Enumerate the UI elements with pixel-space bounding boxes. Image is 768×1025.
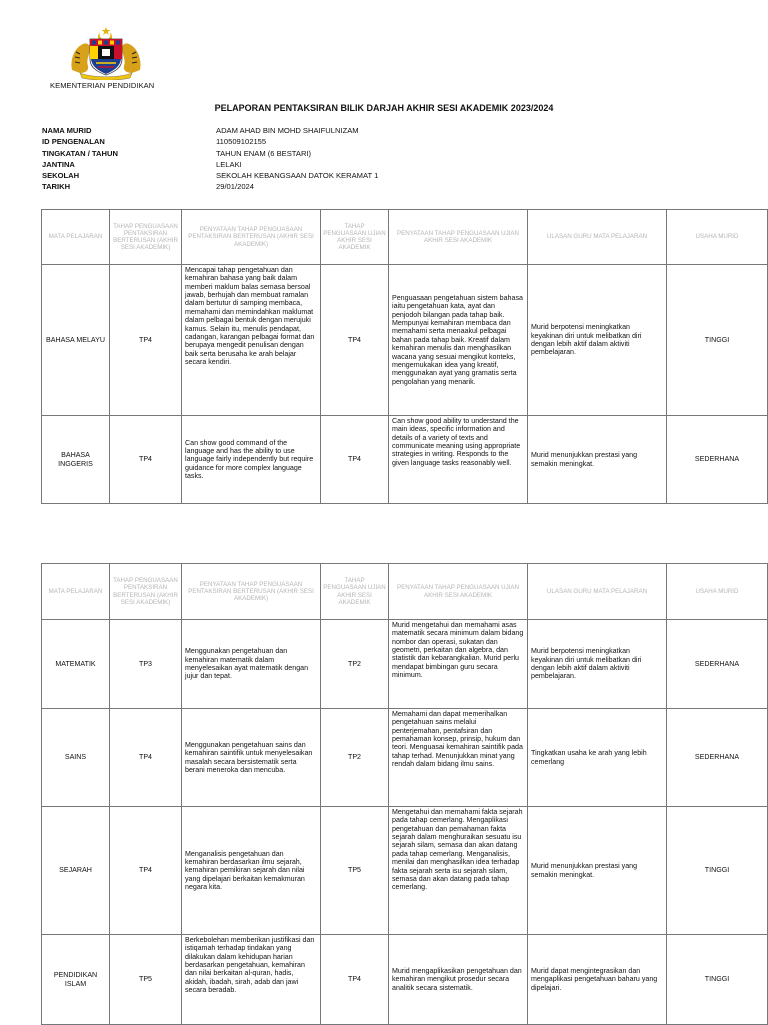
usaha-cell: TINGGI [667,265,768,416]
subject-cell: PENDIDIKAN ISLAM [42,935,110,1025]
subject-cell: SAINS [42,709,110,807]
info-label: NAMA MURID [42,126,92,135]
tp-ujian-cell: TP4 [321,265,389,416]
info-row-class [42,148,378,159]
subject-cell: BAHASA INGGERIS [42,416,110,504]
info-value: LELAKI [216,159,242,169]
desc-ujian-cell: Penguasaan pengetahuan sistem bahasa iaitu pengetahuan kata, ayat dan penjodoh bilangan pada tahap baik. Mempunyai kemahiran membaca dan memahami serta menaakul pelbagai bahan pada tahap baik. Kreatif dalam kemahiran menulis dan menghasilkan wacana yang sesuai mengikut konteks, mengemukakan idea yang kreatif, menggunakan ayat yang gramatis serta pengolahan yang menarik. [389,265,528,416]
info-value: SEKOLAH KEBANGSAAN DATOK KERAMAT 1 [216,171,379,181]
info-row-date [42,181,378,192]
info-label: SEKOLAH [42,171,80,181]
ulasan-cell: Murid dapat mengintegrasikan dan mengaplikasi pengetahuan baharu yang dipelajari. [528,935,667,1025]
report-title: PELAPORAN PENTAKSIRAN BILIK DARJAH AKHIR SESI AKADEMIK 2023/2024 [214,103,554,113]
info-label: JANTINA [42,159,75,169]
student-info [42,125,378,193]
usaha-cell: SEDERHANA [667,709,768,807]
tp-pb-cell: TP4 [110,416,182,504]
assessment-table-2 [41,563,768,1025]
ulasan-cell: Murid menunjukkan prestasi yang semakin meningkat. [528,416,667,504]
col-header-desc-ujian: PENYATAAN TAHAP PENGUASAAN UJIAN AKHIR SESI AKADEMIK [389,564,528,620]
info-label: TARIKH [42,182,71,192]
ulasan-cell: Murid berpotensi meningkatkan keyakinan diri untuk melibatkan diri dengan lebih aktif dalam aktiviti pembelajaran. [528,620,667,709]
col-header-ulasan: ULASAN GURU MATA PELAJARAN [528,564,667,620]
info-value: TAHUN ENAM (6 BESTARI) [216,148,312,158]
info-value: 110509102155 [216,137,267,147]
table-header-row [42,564,768,620]
ulasan-cell: Murid berpotensi meningkatkan keyakinan diri untuk melibatkan diri dengan lebih aktif dalam aktiviti pembelajaran. [528,265,667,416]
ulasan-cell: Murid menunjukkan prestasi yang semakin meningkat. [528,807,667,935]
info-label: ID PENGENALAN [42,137,105,147]
col-header-usaha: USAHA MURID [667,564,768,620]
table-header-row [42,210,768,265]
desc-pb-cell: Menggunakan pengetahuan dan kemahiran matematik dalam menyelesaikan ayat matematik dengan jujur dan tepat. [182,620,321,709]
desc-pb-cell: Mencapai tahap pengetahuan dan kemahiran bahasa yang baik dalam memberi maklum balas semasa bersoal jawab, berhujah dan membuat ramalan dalam bertutur di samping membaca, memahami dan memindahkan maklumat dalam pelbagai bentuk dengan merujuki kamus. Selain itu, menulis pendapat, cadangan, karangan pelbagai format dan berupaya mengedit penulisan dengan baik serta berusaha ke arah belajar secara kendiri. [182,265,321,416]
usaha-cell: SEDERHANA [667,620,768,709]
col-header-subject: MATA PELAJARAN [42,210,110,265]
tp-pb-cell: TP4 [110,709,182,807]
col-header-tp-pb: TAHAP PENGUASAAN PENTAKSIRAN BERTERUSAN (AKHIR SESI AKADEMIK) [110,564,182,620]
desc-ujian-cell: Murid mengetahui dan memahami asas matematik secara minimum dalam bidang nombor dan operasi, sukatan dan geometri, perkaitan dan algebra, dan statistik dan kebarangkalian. Murid perlu mendapat bimbingan guru secara minimum. [389,620,528,709]
info-value: 29/01/2024 [216,182,255,192]
table-row [42,265,768,416]
tp-pb-cell: TP4 [110,265,182,416]
info-row-name [42,125,378,136]
tp-pb-cell: TP5 [110,935,182,1025]
usaha-cell: TINGGI [667,807,768,935]
tp-ujian-cell: TP5 [321,807,389,935]
assessment-table-1 [41,209,768,504]
desc-pb-cell: Menganalisis pengetahuan dan kemahiran berdasarkan ilmu sejarah, kemahiran pemikiran sejarah dan nilai yang dipelajari berkaitan kemakmuran negara kita. [182,807,321,935]
subject-cell: BAHASA MELAYU [42,265,110,416]
ministry-label: KEMENTERIAN PENDIDIKAN [50,81,155,90]
tp-pb-cell: TP3 [110,620,182,709]
table-row [42,935,768,1025]
tp-ujian-cell: TP4 [321,416,389,504]
coat-of-arms-logo [66,26,146,80]
desc-pb-cell: Berkebolehan memberikan justifikasi dan istiqamah terhadap tindakan yang dilakukan dalam kehidupan harian berdasarkan pengetahuan, kemahiran dan nilai berkaitan al-quran, hadis, akidah, ibadah, sirah, adab dan jawi secara beradab. [182,935,321,1025]
desc-ujian-cell: Can show good ability to understand the main ideas, specific information and details of a variety of texts and communicate meaning using appropriate strategies in writing. Responds to the given language tasks reasonably well. [389,416,528,504]
usaha-cell: SEDERHANA [667,416,768,504]
subject-cell: MATEMATIK [42,620,110,709]
col-header-tp-pb: TAHAP PENGUASAAN PENTAKSIRAN BERTERUSAN (AKHIR SESI AKADEMIK) [110,210,182,265]
table-row [42,807,768,935]
desc-pb-cell: Can show good command of the language and has the ability to use language fairly independently but require guidance for more complex language tasks. [182,416,321,504]
info-value: ADAM AHAD BIN MOHD SHAIFULNIZAM [216,126,359,135]
tp-pb-cell: TP4 [110,807,182,935]
desc-ujian-cell: Memahami dan dapat memerihalkan pengetahuan sains melalui penterjemahan, pentafsiran dan pemahaman konsep, prinsip, hukum dan teori. Menguasai kemahiran saintifik pada tahap terhad. Menunjukkan minat yang rendah dalam bidang ilmu sains. [389,709,528,807]
tp-ujian-cell: TP2 [321,620,389,709]
col-header-usaha: USAHA MURID [667,210,768,265]
tp-ujian-cell: TP4 [321,935,389,1025]
info-row-gender [42,159,378,170]
info-row-id [42,136,378,147]
col-header-subject: MATA PELAJARAN [42,564,110,620]
desc-ujian-cell: Murid mengaplikasikan pengetahuan dan kemahiran mengikut prosedur secara analitik secara sistematik. [389,935,528,1025]
col-header-desc-ujian: PENYATAAN TAHAP PENGUASAAN UJIAN AKHIR SESI AKADEMIK [389,210,528,265]
desc-ujian-cell: Mengetahui dan memahami fakta sejarah pada tahap cemerlang. Mengaplikasi pengetahuan dan pemahaman fakta sejarah dalam menghuraikan sesuatu isu sejarah silam, semasa dan akan datang pada tahap cemerlang. Menganalisis, menilai dan menghasilkan idea terhadap fakta sejarah serta isu sejarah silam, semasa dan akan datang pada tahap cemerlang. [389,807,528,935]
subject-cell: SEJARAH [42,807,110,935]
desc-pb-cell: Menggunakan pengetahuan sains dan kemahiran saintifik untuk menyelesaikan masalah secara bersistematik serta berani meneroka dan mencuba. [182,709,321,807]
usaha-cell: TINGGI [667,935,768,1025]
col-header-desc-pb: PENYATAAN TAHAP PENGUASAAN PENTAKSIRAN BERTERUSAN (AKHIR SESI AKADEMIK) [182,210,321,265]
table-row [42,709,768,807]
col-header-ulasan: ULASAN GURU MATA PELAJARAN [528,210,667,265]
ulasan-cell: Tingkatkan usaha ke arah yang lebih cemerlang [528,709,667,807]
table-row [42,620,768,709]
col-header-tp-ujian: TAHAP PENGUASAAN UJIAN AKHIR SESI AKADEMIK [321,210,389,265]
col-header-tp-ujian: TAHAP PENGUASAAN UJIAN AKHIR SESI AKADEMIK [321,564,389,620]
col-header-desc-pb: PENYATAAN TAHAP PENGUASAAN PENTAKSIRAN BERTERUSAN (AKHIR SESI AKADEMIK) [182,564,321,620]
info-label: TINGKATAN / TAHUN [42,148,118,158]
table-row [42,416,768,504]
info-row-school [42,170,378,181]
tp-ujian-cell: TP2 [321,709,389,807]
